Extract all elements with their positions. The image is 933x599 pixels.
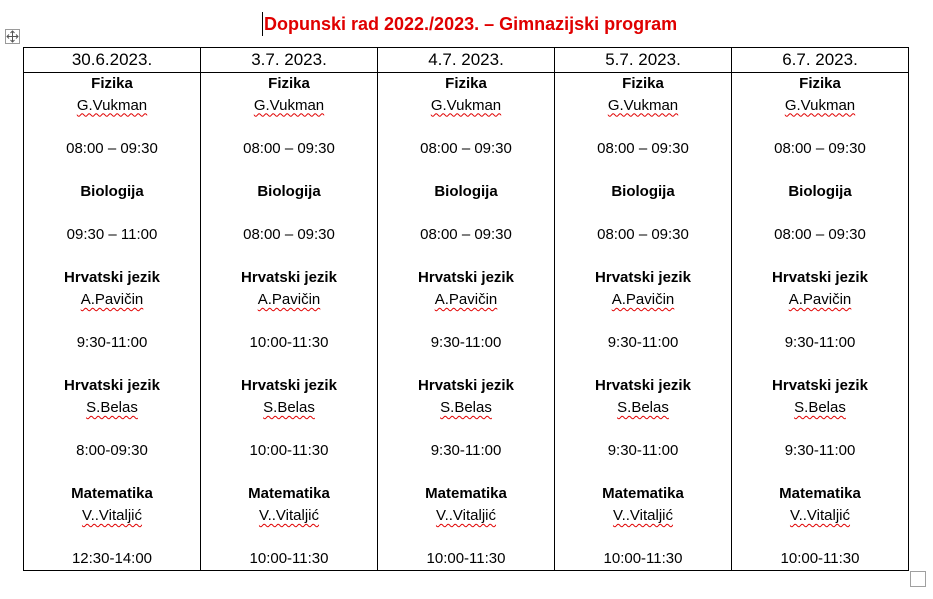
teacher-name-text: A.Pavičin <box>611 290 675 308</box>
date-header: 3.7. 2023. <box>201 48 378 73</box>
day-cell[interactable] <box>24 73 201 571</box>
teacher-name <box>201 95 377 117</box>
blank-line <box>201 159 377 181</box>
blank-line <box>201 462 377 484</box>
blank-line <box>201 311 377 333</box>
time-slot <box>24 548 200 570</box>
time-slot-text: 08:00 – 09:30 <box>597 139 689 157</box>
teacher-name-text: S.Belas <box>86 398 138 416</box>
teacher-name-text: V..Vitaljić <box>258 506 320 524</box>
subject-name-text: Hrvatski jezik <box>418 377 514 395</box>
schedule-row <box>24 73 909 571</box>
time-slot-text: 9:30-11:00 <box>607 442 679 460</box>
teacher-name <box>24 289 200 311</box>
subject-name-text: Fizika <box>91 75 133 92</box>
teacher-name <box>201 289 377 311</box>
blank-line <box>24 419 200 441</box>
blank-line <box>24 116 200 138</box>
move-arrows-icon <box>6 30 19 43</box>
time-slot-text: 9:30-11:00 <box>76 334 148 352</box>
time-slot-text: 12:30-14:00 <box>71 550 153 568</box>
teacher-name-text: G.Vukman <box>607 96 679 114</box>
subject-name <box>732 181 908 203</box>
day-schedule <box>378 73 554 570</box>
date-header: 6.7. 2023. <box>732 48 909 73</box>
subject-name <box>201 375 377 397</box>
blank-line <box>378 116 554 138</box>
teacher-name-text: G.Vukman <box>253 96 325 114</box>
day-schedule <box>24 73 200 570</box>
subject-name <box>555 267 731 289</box>
subject-name-text: Matematika <box>248 485 330 503</box>
time-slot <box>24 138 200 160</box>
blank-line <box>24 354 200 376</box>
time-slot-text: 10:00-11:30 <box>426 550 506 568</box>
time-slot <box>378 224 554 246</box>
teacher-name <box>24 95 200 117</box>
time-slot-text: 10:00-11:30 <box>603 550 683 568</box>
blank-line <box>555 354 731 376</box>
blank-line <box>378 246 554 268</box>
teacher-name <box>732 397 908 419</box>
time-slot <box>555 548 731 570</box>
document-title: Dopunski rad 2022./2023. – Gimnazijski program <box>264 14 678 34</box>
time-slot-text: 10:00-11:30 <box>249 442 329 460</box>
teacher-name <box>201 505 377 527</box>
time-slot <box>732 138 908 160</box>
blank-line <box>201 526 377 548</box>
teacher-name <box>555 95 731 117</box>
time-slot <box>378 548 554 570</box>
teacher-name <box>201 397 377 419</box>
blank-line <box>378 311 554 333</box>
blank-line <box>201 116 377 138</box>
blank-line <box>378 526 554 548</box>
day-schedule <box>732 73 908 570</box>
time-slot <box>555 138 731 160</box>
subject-name <box>201 267 377 289</box>
subject-name <box>24 181 200 203</box>
day-cell[interactable] <box>555 73 732 571</box>
subject-name-text: Fizika <box>268 75 310 92</box>
subject-name-text: Hrvatski jezik <box>64 269 160 287</box>
time-slot <box>555 332 731 354</box>
subject-name <box>24 375 200 397</box>
time-slot <box>378 440 554 462</box>
time-slot <box>732 224 908 246</box>
teacher-name-text: V..Vitaljić <box>789 506 851 524</box>
blank-line <box>378 354 554 376</box>
subject-name-text: Matematika <box>71 485 153 503</box>
teacher-name-text: G.Vukman <box>76 96 148 114</box>
subject-name-text: Biologija <box>611 182 675 200</box>
subject-name-text: Matematika <box>425 485 507 503</box>
blank-line <box>378 419 554 441</box>
subject-name <box>555 181 731 203</box>
subject-name <box>555 73 731 95</box>
time-slot <box>732 548 908 570</box>
blank-line <box>378 203 554 225</box>
time-slot <box>24 224 200 246</box>
date-header: 5.7. 2023. <box>555 48 732 73</box>
time-slot <box>24 332 200 354</box>
time-slot <box>732 332 908 354</box>
teacher-name-text: S.Belas <box>263 398 315 416</box>
time-slot <box>201 138 377 160</box>
time-slot-text: 8:00-09:30 <box>76 442 148 460</box>
subject-name-text: Hrvatski jezik <box>241 269 337 287</box>
teacher-name <box>24 397 200 419</box>
teacher-name-text: G.Vukman <box>430 96 502 114</box>
time-slot <box>201 440 377 462</box>
teacher-name <box>378 95 554 117</box>
teacher-name-text: A.Pavičin <box>257 290 321 308</box>
teacher-name-text: A.Pavičin <box>788 290 852 308</box>
table-resize-handle[interactable] <box>910 571 926 587</box>
blank-line <box>555 203 731 225</box>
blank-line <box>201 246 377 268</box>
subject-name-text: Hrvatski jezik <box>64 377 160 395</box>
teacher-name-text: S.Belas <box>794 398 846 416</box>
time-slot-text: 08:00 – 09:30 <box>420 226 512 244</box>
subject-name <box>378 267 554 289</box>
subject-name <box>378 181 554 203</box>
blank-line <box>732 116 908 138</box>
teacher-name-text: S.Belas <box>440 398 492 416</box>
subject-name <box>24 267 200 289</box>
table-move-handle[interactable] <box>5 29 20 44</box>
subject-name-text: Matematika <box>779 485 861 503</box>
blank-line <box>732 419 908 441</box>
subject-name-text: Hrvatski jezik <box>595 269 691 287</box>
teacher-name-text: V..Vitaljić <box>612 506 674 524</box>
teacher-name <box>378 397 554 419</box>
subject-name-text: Biologija <box>80 182 144 200</box>
teacher-name-text: V..Vitaljić <box>81 506 143 524</box>
day-schedule <box>555 73 731 570</box>
blank-line <box>555 526 731 548</box>
blank-line <box>555 159 731 181</box>
time-slot-text: 9:30-11:00 <box>430 442 502 460</box>
subject-name-text: Hrvatski jezik <box>241 377 337 395</box>
time-slot-text: 10:00-11:30 <box>249 334 329 352</box>
teacher-name <box>732 95 908 117</box>
subject-name <box>378 73 554 95</box>
time-slot-text: 08:00 – 09:30 <box>243 139 335 157</box>
teacher-name <box>732 505 908 527</box>
teacher-name <box>555 397 731 419</box>
subject-name-text: Hrvatski jezik <box>595 377 691 395</box>
subject-name <box>555 375 731 397</box>
subject-name-text: Biologija <box>788 182 852 200</box>
day-cell[interactable] <box>732 73 909 571</box>
subject-name-text: Fizika <box>445 75 487 92</box>
blank-line <box>378 462 554 484</box>
subject-name <box>732 483 908 505</box>
time-slot <box>555 440 731 462</box>
teacher-name-text: S.Belas <box>617 398 669 416</box>
blank-line <box>555 311 731 333</box>
blank-line <box>732 526 908 548</box>
blank-line <box>24 246 200 268</box>
teacher-name-text: A.Pavičin <box>434 290 498 308</box>
time-slot <box>201 224 377 246</box>
time-slot-text: 9:30-11:00 <box>430 334 502 352</box>
time-slot <box>201 548 377 570</box>
subject-name <box>24 73 200 95</box>
blank-line <box>24 159 200 181</box>
time-slot-text: 10:00-11:30 <box>249 550 329 568</box>
time-slot <box>378 332 554 354</box>
subject-name <box>555 483 731 505</box>
teacher-name <box>378 505 554 527</box>
schedule-table <box>23 47 909 571</box>
time-slot <box>555 224 731 246</box>
subject-name-text: Matematika <box>602 485 684 503</box>
subject-name-text: Hrvatski jezik <box>772 377 868 395</box>
blank-line <box>732 246 908 268</box>
subject-name <box>378 483 554 505</box>
subject-name-text: Hrvatski jezik <box>418 269 514 287</box>
day-schedule <box>201 73 377 570</box>
blank-line <box>24 311 200 333</box>
teacher-name <box>555 289 731 311</box>
day-cell[interactable] <box>201 73 378 571</box>
time-slot-text: 08:00 – 09:30 <box>774 226 866 244</box>
time-slot-text: 08:00 – 09:30 <box>597 226 689 244</box>
subject-name <box>732 375 908 397</box>
blank-line <box>732 159 908 181</box>
blank-line <box>555 246 731 268</box>
blank-line <box>24 526 200 548</box>
teacher-name <box>555 505 731 527</box>
blank-line <box>732 311 908 333</box>
teacher-name <box>732 289 908 311</box>
blank-line <box>201 203 377 225</box>
time-slot-text: 08:00 – 09:30 <box>774 139 866 157</box>
subject-name <box>201 181 377 203</box>
blank-line <box>555 419 731 441</box>
subject-name-text: Fizika <box>799 75 841 92</box>
blank-line <box>201 354 377 376</box>
subject-name <box>378 375 554 397</box>
subject-name <box>24 483 200 505</box>
time-slot <box>378 138 554 160</box>
subject-name-text: Biologija <box>257 182 321 200</box>
date-header: 4.7. 2023. <box>378 48 555 73</box>
blank-line <box>24 203 200 225</box>
subject-name-text: Biologija <box>434 182 498 200</box>
time-slot-text: 9:30-11:00 <box>784 442 856 460</box>
subject-name <box>201 483 377 505</box>
blank-line <box>378 159 554 181</box>
time-slot-text: 09:30 – 11:00 <box>66 226 158 244</box>
time-slot-text: 9:30-11:00 <box>784 334 856 352</box>
teacher-name-text: V..Vitaljić <box>435 506 497 524</box>
blank-line <box>555 462 731 484</box>
time-slot <box>201 332 377 354</box>
blank-line <box>732 203 908 225</box>
time-slot-text: 9:30-11:00 <box>607 334 679 352</box>
subject-name <box>201 73 377 95</box>
blank-line <box>555 116 731 138</box>
time-slot <box>24 440 200 462</box>
blank-line <box>24 462 200 484</box>
teacher-name <box>378 289 554 311</box>
day-cell[interactable] <box>378 73 555 571</box>
blank-line <box>732 462 908 484</box>
blank-line <box>201 419 377 441</box>
time-slot-text: 10:00-11:30 <box>780 550 860 568</box>
subject-name-text: Fizika <box>622 75 664 92</box>
teacher-name-text: A.Pavičin <box>80 290 144 308</box>
teacher-name-text: G.Vukman <box>784 96 856 114</box>
time-slot-text: 08:00 – 09:30 <box>420 139 512 157</box>
time-slot <box>732 440 908 462</box>
subject-name <box>732 73 908 95</box>
time-slot-text: 08:00 – 09:30 <box>66 139 158 157</box>
subject-name-text: Hrvatski jezik <box>772 269 868 287</box>
date-header: 30.6.2023. <box>24 48 201 73</box>
subject-name <box>732 267 908 289</box>
teacher-name <box>24 505 200 527</box>
time-slot-text: 08:00 – 09:30 <box>243 226 335 244</box>
blank-line <box>732 354 908 376</box>
date-header-row <box>24 48 909 73</box>
